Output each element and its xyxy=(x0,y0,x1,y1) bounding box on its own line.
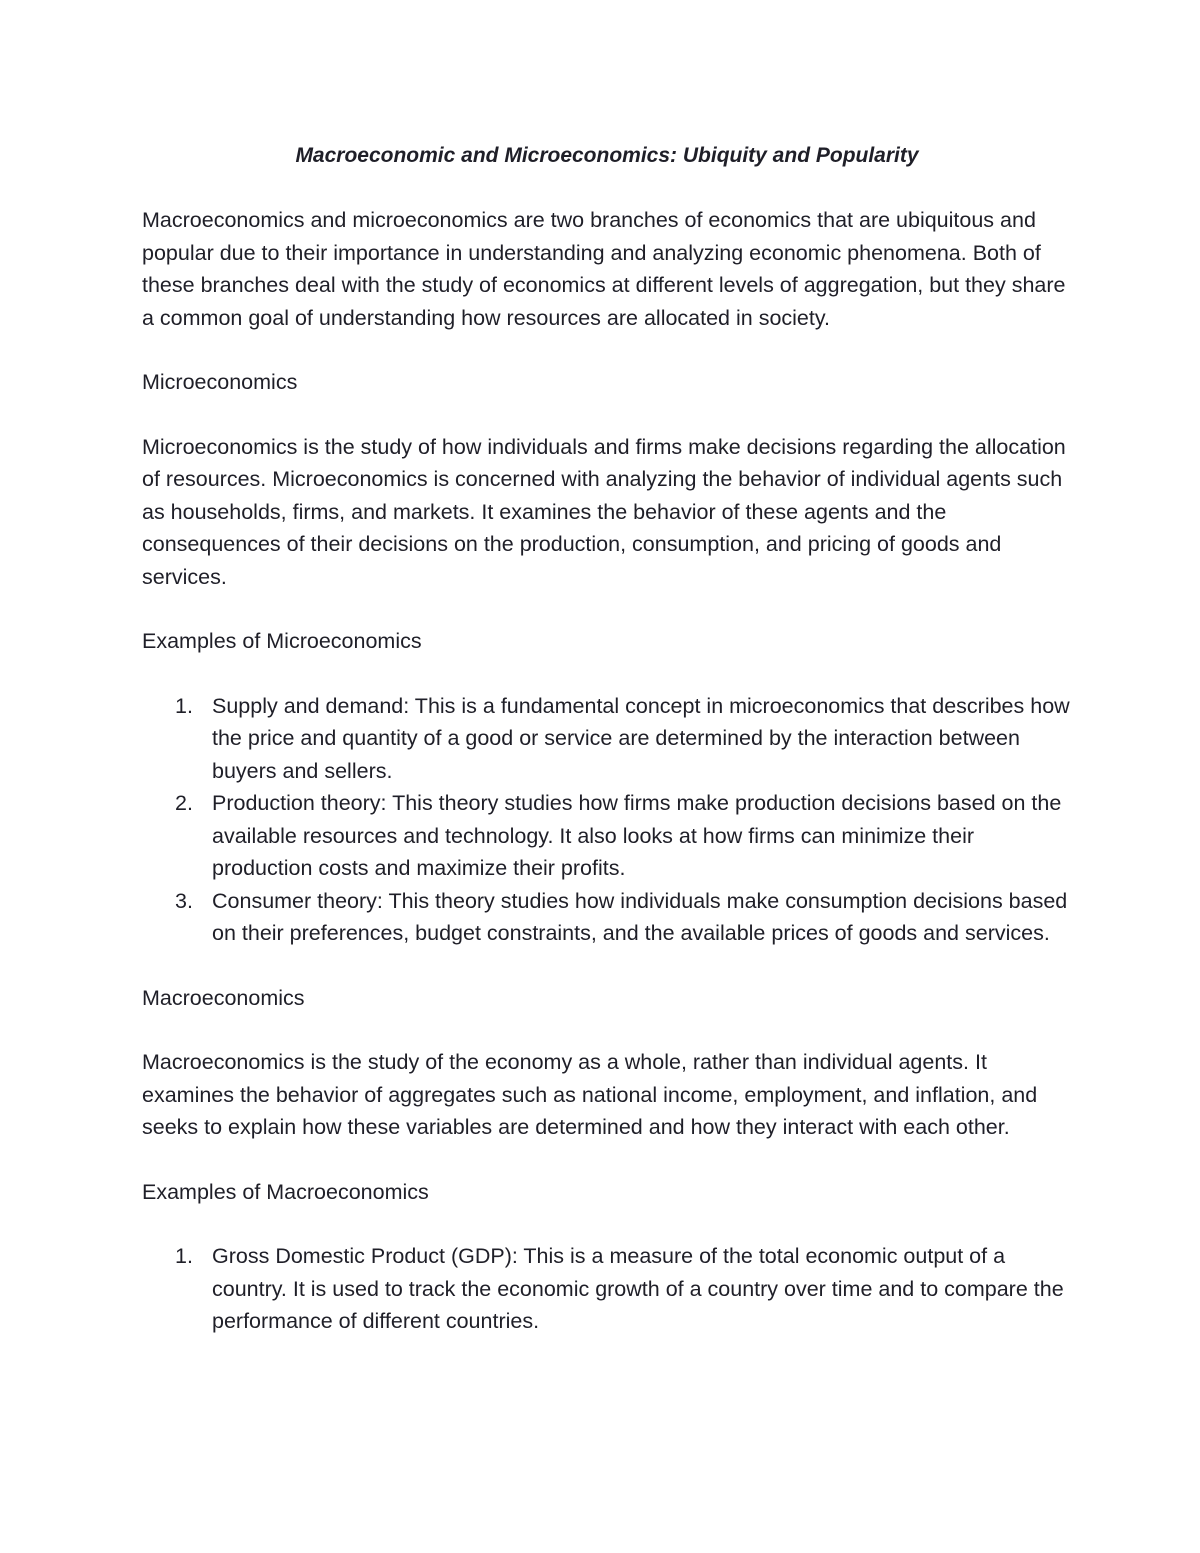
list-item-text: Gross Domestic Product (GDP): This is a measure of the total economic output of a country. It is used to track the economic growth of a country over time and to compare the performance of different countries. xyxy=(212,1244,1064,1333)
micro-examples-heading: Examples of Microeconomics xyxy=(142,629,422,653)
micro-examples-list xyxy=(142,690,1072,950)
macro-heading: Macroeconomics xyxy=(142,985,305,1010)
list-item-text: Production theory: This theory studies how firms make production decisions based on the available resources and technology. It also looks at how firms can minimize their production costs and maximize their profits. xyxy=(212,791,1062,880)
list-item-text: Consumer theory: This theory studies how individuals make consumption decisions based on their preferences, budget constraints, and the available prices of goods and services. xyxy=(212,888,1068,945)
intro-paragraph: Macroeconomics and microeconomics are two branches of economics that are ubiquitous and popular due to their importance in understanding and analyzing economic phenomena. Both of these branches deal with the study of economics at different levels of aggregation, but they share a common goal of understanding how resources are allocated in society. xyxy=(142,208,1066,330)
macro-examples-heading: Examples of Macroeconomics xyxy=(142,1179,429,1204)
document-page xyxy=(142,140,1072,1370)
list-item-number: 1. xyxy=(175,1244,193,1268)
list-item-text: Supply and demand: This is a fundamental concept in microeconomics that describes how the price and quantity of a good or service are determined by the interaction between buyers and sellers. xyxy=(212,693,1070,783)
macro-paragraph: Macroeconomics is the study of the economy as a whole, rather than individual agents. It examines the behavior of aggregates such as national income, employment, and inflation, and seeks to explain how these variables are determined and how they interact with each other. xyxy=(142,1050,1038,1139)
list-item xyxy=(142,787,1072,885)
list-item xyxy=(142,885,1072,950)
micro-heading: Microeconomics xyxy=(142,370,298,394)
macro-examples-list xyxy=(142,1240,1072,1338)
micro-paragraph: Microeconomics is the study of how individuals and firms make decisions regarding the allocation of resources. Microeconomics is concerned with analyzing the behavior of individual agents such as households, firms, and markets. It examines the behavior of these agents and the consequences of their decisions on the production, consumption, and pricing of goods and services. xyxy=(142,434,1066,589)
document-title: Macroeconomic and Microeconomics: Ubiquity and Popularity xyxy=(295,144,919,167)
list-item xyxy=(142,690,1072,788)
list-item xyxy=(142,1240,1072,1338)
list-item-number: 3. xyxy=(175,888,193,913)
list-item-number: 1. xyxy=(175,693,193,718)
list-item-number: 2. xyxy=(175,791,193,815)
